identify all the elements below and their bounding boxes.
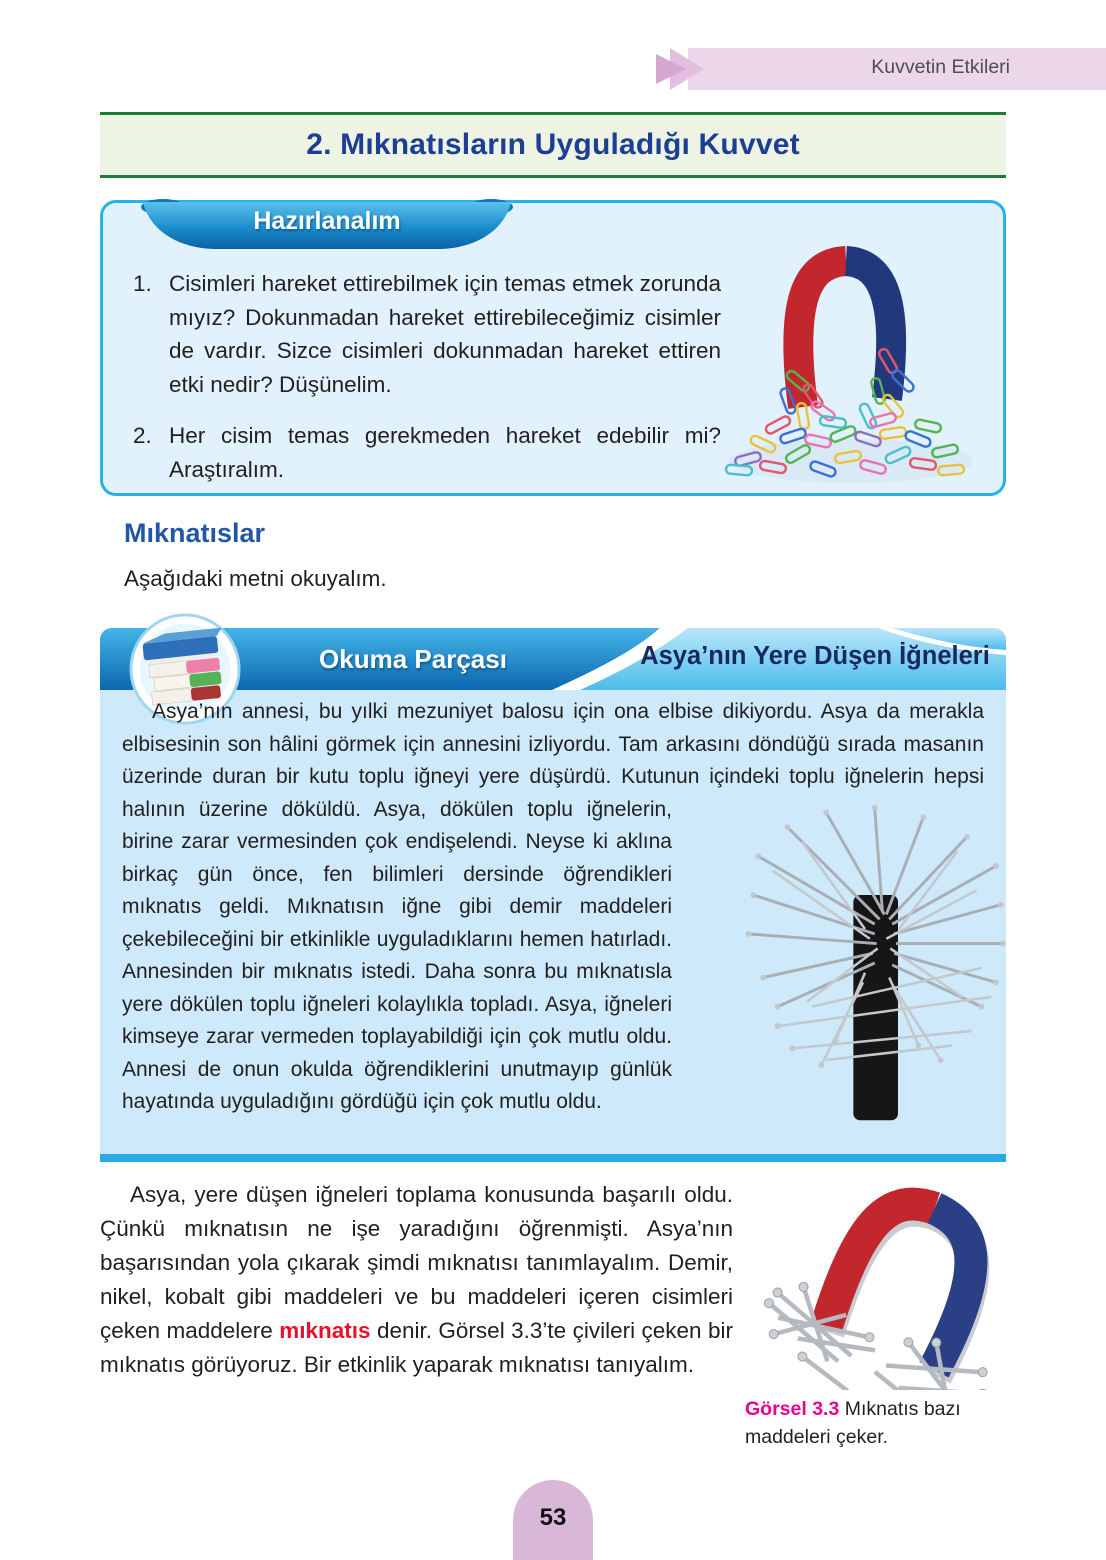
figure-caption [745,1396,1045,1451]
item-text: Cisimleri hareket ettirebilmek için temas etmek zorunda mıyız? Dokunmadan hareket ettirebileceğimiz cisimler de vardır. Sizce cisimleri dokunmadan hareket ettiren etki nedir? Düşünelim. [169,271,721,397]
reading-body [122,696,984,1132]
closing-text-after: denir. Görsel 3.3’te çivileri çeken bir mıknatıs görüyoruz. Bir etkinlik yaparak mıknatısı tanıyalım. [100,1318,733,1377]
chevron-right-icon [656,48,712,90]
item-number: 1. [133,271,152,296]
section-intro: Aşağıdaki metni okuyalım. [124,566,387,591]
prep-ribbon [139,199,515,257]
lesson-title: 2. Mıknatısların Uyguladığı Kuvvet [306,128,800,161]
reading-paragraph-part1: Asya’nın annesi, bu yılki mezuniyet balosu için ona elbise dikiyordu. Asya da merakla elbisesinin son hâlini görmek için annesini izliyordu. Tam arkasını döndüğü sırada masanın üzerinde duran bir kutu toplu iğneyi yere düşürdü. Kutunun içindeki toplu [122,700,984,788]
reading-title: Asya’nın Yere Düşen İğneleri [640,641,990,670]
reading-box [100,628,1006,1162]
magnet-paperclips-image [703,229,989,487]
list-item [129,267,721,401]
closing-text-before: Asya, yere düşen iğneleri toplama konusunda başarılı oldu. Çünkü mıknatısın ne işe yaradığını öğrenmişti. Asya’nın başarısından yola çıkarak şimdi mıknatısı tanımlayalım. Demir, nikel, kobalt gibi maddeleri ve bu maddeleri içeren cisimleri çeken maddelere [100,1182,733,1343]
prep-ribbon-label: Hazırlanalım [253,207,401,235]
prep-box [100,200,1006,496]
section-heading: Mıknatıslar [124,518,266,548]
caption-label: Görsel 3.3 [745,1398,840,1420]
reading-paragraph-part2: iğnelerin hepsi halının üzerine döküldü. Asya, dökülen toplu iğnelerin, birine zarar vermesinden çok endişelendi. Neyse ki aklına birkaç gün önce, fen bilimleri dersinde öğrendikleri mıknatıs geldi. Mıknatısın iğne gibi demir maddeleri çekebileceğini bir etkinlikle uyguladıklarını hemen hatırladı. Annesinden bir mıknatıs istedi. Daha sonra bu mıknatısla yere dökülen toplu iğneleri kolaylıkla topladı. Asya, iğneleri kimseye zarar vermeden toplayabildiği için çok mutlu oldu. Annesi de onun okulda öğrendiklerini unutmayıp günlük hayatında uyguladığını gördüğü için çok mutlu oldu. [122,765,984,1113]
prep-list [129,267,721,504]
pins-magnet-image [686,798,984,1128]
figure-float [745,1178,1090,1451]
caption-text: Mıknatıs bazı maddeleri çeker. [745,1398,961,1448]
keyword-highlight: mıknatıs [279,1318,371,1343]
page-number-tab [513,1480,593,1560]
reading-paragraph [122,696,984,1119]
list-item [129,419,721,486]
item-number: 2. [133,423,152,448]
reading-badge-label: Okuma Parçası [319,643,507,674]
unit-name: Kuvvetin Etkileri [871,56,1010,78]
closing-section [100,1178,1090,1451]
item-text: Her cisim temas gerekmeden hareket edebilir mi? Araştıralım. [169,423,721,482]
magnet-nails-image [745,1178,1093,1390]
page-number: 53 [539,1504,567,1531]
lesson-title-bar [100,112,1006,178]
